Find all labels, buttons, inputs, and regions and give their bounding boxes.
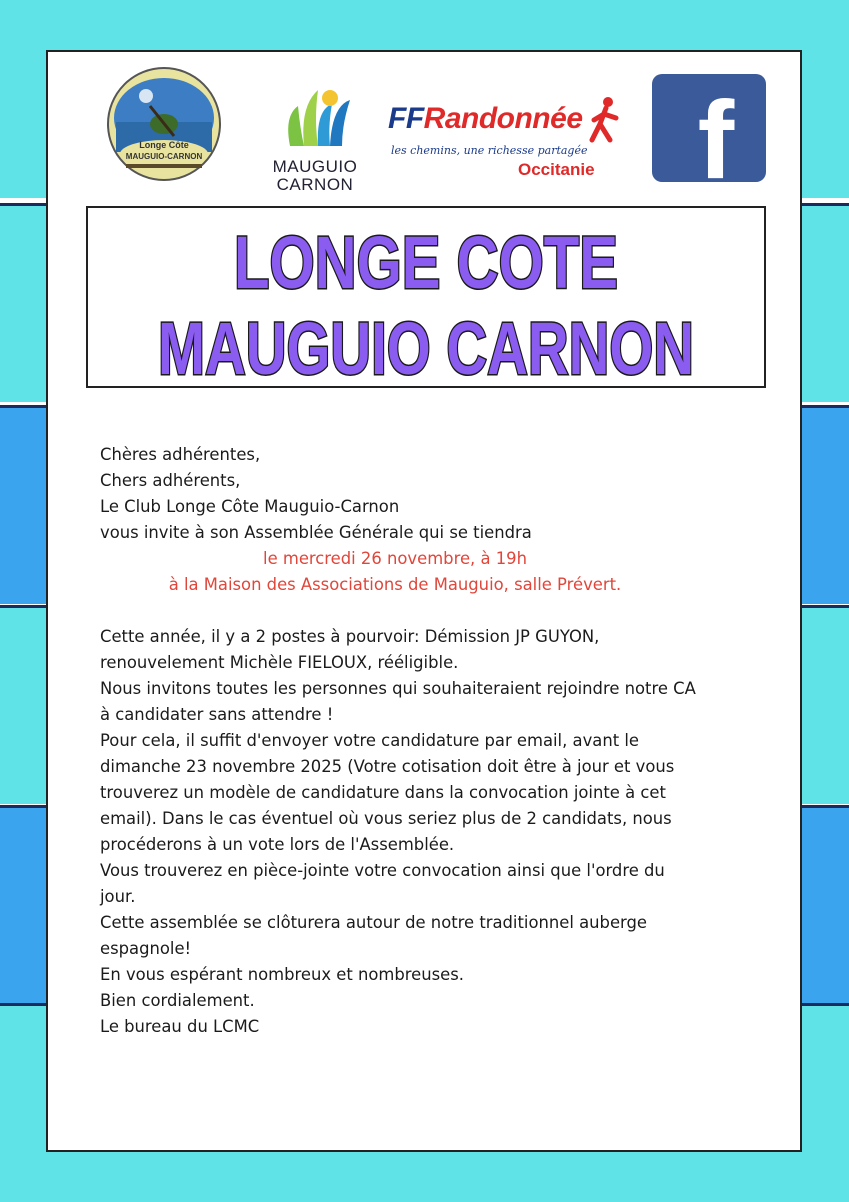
club-logo-line1: Longe Côte xyxy=(139,140,189,150)
letter-line: En vous espérant nombreux et nombreuses. xyxy=(100,965,465,984)
letter-line: trouverez un modèle de candidature dans la convocation jointe à cet xyxy=(100,783,666,802)
letter-line: email). Dans le cas éventuel où vous seriez plus de 2 candidats, nous xyxy=(100,809,672,828)
letter-line: espagnole! xyxy=(100,939,192,958)
ffr-tagline: les chemins, une richesse partagée xyxy=(391,144,588,157)
flyer-page xyxy=(46,50,802,1152)
greeting-line: Chers adhérents, xyxy=(100,471,241,490)
letter-line: Vous trouverez en pièce-jointe votre convocation ainsi que l'ordre du xyxy=(100,861,665,880)
ffr-prefix: FF xyxy=(388,102,424,135)
paragraph-gap xyxy=(100,598,780,624)
letter-line: procéderons à un vote lors de l'Assemblée. xyxy=(100,835,455,854)
intro-line: vous invite à son Assemblée Générale qui se tiendra xyxy=(100,523,532,542)
intro-line: Le Club Longe Côte Mauguio-Carnon xyxy=(100,497,400,516)
meeting-date: le mercredi 26 novembre, à 19h xyxy=(263,549,527,568)
ffr-region: Occitanie xyxy=(518,160,595,179)
title-art xyxy=(88,208,764,390)
letter-line: jour. xyxy=(100,887,136,906)
letter-body xyxy=(100,442,780,1040)
meeting-place: à la Maison des Associations de Mauguio, salle Prévert. xyxy=(168,575,622,594)
mauguio-line1: MAUGUIO xyxy=(272,157,358,176)
mauguio-line2: CARNON xyxy=(276,175,354,194)
facebook-icon xyxy=(652,74,766,202)
greeting-line: Chères adhérentes, xyxy=(100,445,261,464)
hiker-icon xyxy=(588,96,620,146)
letter-line: renouvelement Michèle FIELOUX, rééligible. xyxy=(100,653,459,672)
letter-line: Cette année, il y a 2 postes à pourvoir: Démission JP GUYON, xyxy=(100,627,600,646)
mauguio-logo-text xyxy=(270,158,360,194)
title-box xyxy=(86,206,766,388)
club-logo-line2: MAUGUIO-CARNON xyxy=(125,152,203,161)
letter-paragraphs xyxy=(100,624,780,1040)
letter-line: Cette assemblée se clôturera autour de notre traditionnel auberge xyxy=(100,913,647,932)
ffr-name: Randonnée xyxy=(423,102,583,135)
letter-line: Le bureau du LCMC xyxy=(100,1017,260,1036)
letter-line: dimanche 23 novembre 2025 (Votre cotisation doit être à jour et vous xyxy=(100,757,675,776)
club-seal-icon xyxy=(106,66,222,182)
letter-line: Bien cordialement. xyxy=(100,991,255,1010)
ffr-logo-title xyxy=(388,102,583,136)
facebook-letter: f xyxy=(697,79,735,202)
letter-line: Nous invitons toutes les personnes qui souhaiteraient rejoindre notre CA xyxy=(100,679,696,698)
letter-line: à candidater sans attendre ! xyxy=(100,705,334,724)
title-line-1: LONGE COTE xyxy=(234,221,618,304)
letter-line: Pour cela, il suffit d'envoyer votre candidature par email, avant le xyxy=(100,731,639,750)
facebook-f-glyph xyxy=(652,74,766,202)
title-line-2: MAUGUIO CARNON xyxy=(158,307,694,390)
